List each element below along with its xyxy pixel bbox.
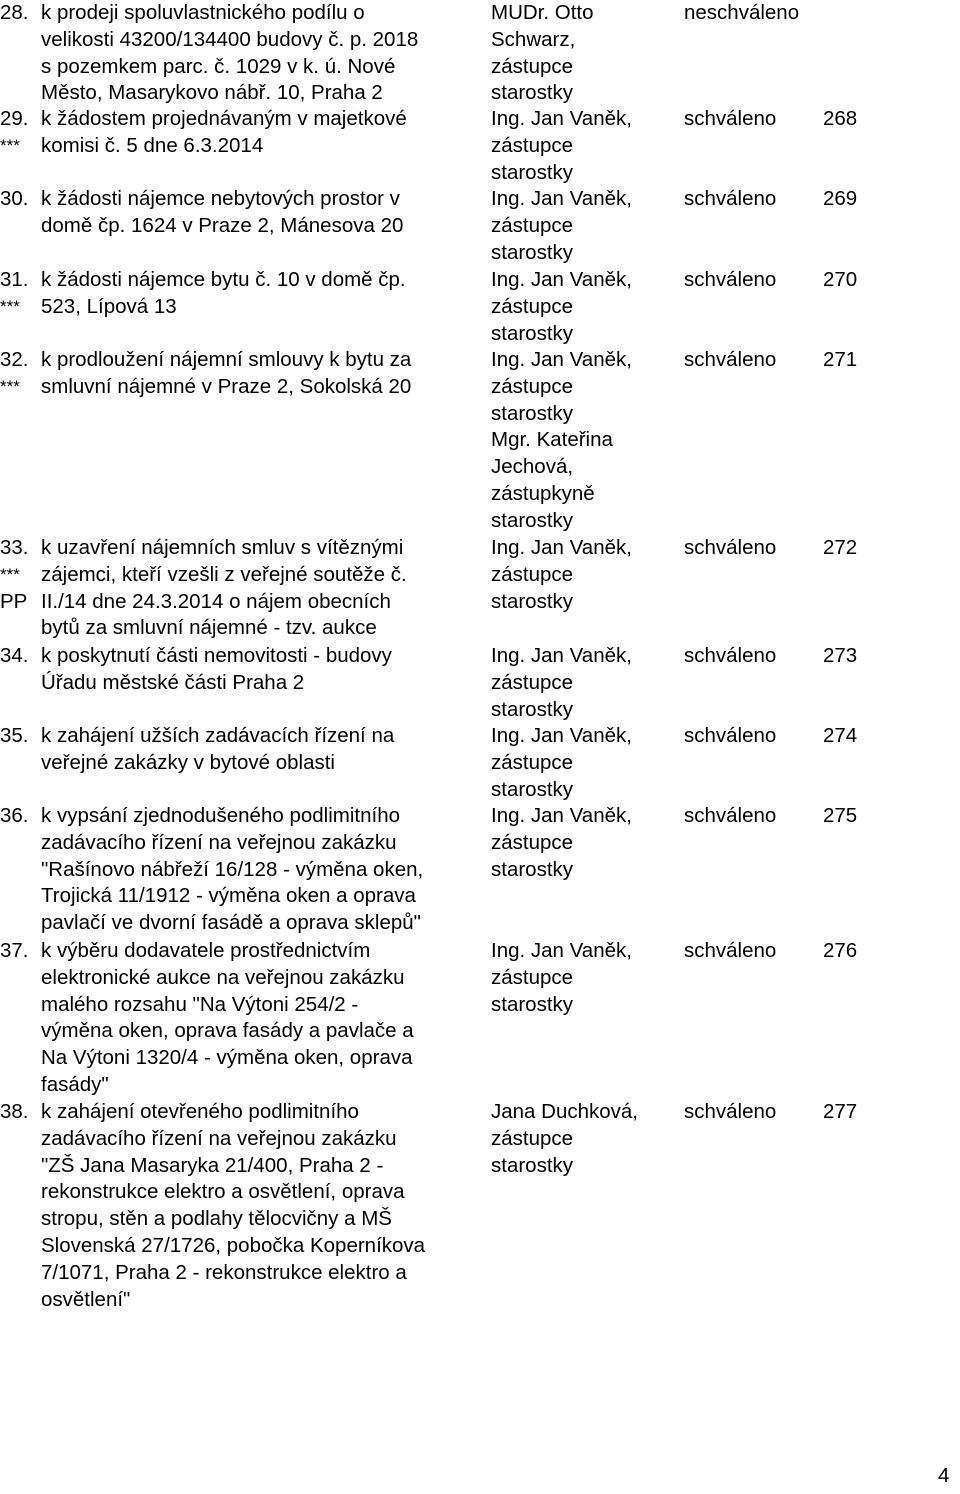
subject-line: fasády" <box>41 1072 109 1096</box>
item-number: 35. <box>0 724 29 747</box>
presenter-line: Jechová, <box>491 455 574 479</box>
item-presenter <box>491 803 676 883</box>
subject-line: veřejné zakázky v bytové oblasti <box>41 750 335 774</box>
item-status: schváleno <box>684 536 777 559</box>
subject-line: 523, Lípová 13 <box>41 294 177 318</box>
presenter-line: zástupce <box>491 374 574 398</box>
subject-line: smluvní nájemné v Praze 2, Sokolská 20 <box>41 374 412 398</box>
item-status: schváleno <box>684 1100 777 1123</box>
presenter-line: Ing. Jan Vaněk, <box>491 536 632 559</box>
item-number-cell <box>0 723 40 750</box>
subject-line: domě čp. 1624 v Praze 2, Mánesova 20 <box>41 213 404 237</box>
presenter-line: Ing. Jan Vaněk, <box>491 107 632 130</box>
item-number-cell <box>0 643 40 670</box>
subject-line: k zahájení otevřeného podlimitního <box>41 1100 359 1123</box>
item-subject <box>41 0 486 107</box>
subject-line: k žádosti nájemce bytu č. 10 v domě čp. <box>41 268 406 291</box>
presenter-line: Schwarz, <box>491 27 576 51</box>
subject-line: elektronické aukce na veřejnou zakázku <box>41 965 405 989</box>
item-number-cell <box>0 267 40 321</box>
presenter-line: starostky <box>491 697 574 721</box>
item-status: schváleno <box>684 724 777 747</box>
item-subject <box>41 643 486 697</box>
presenter-line: Ing. Jan Vaněk, <box>491 644 632 667</box>
item-number-cell <box>0 803 40 830</box>
item-subject <box>41 535 486 642</box>
subject-line: výměna oken, oprava fasády a pavlače a <box>41 1019 414 1043</box>
presenter-line: zástupce <box>491 750 574 774</box>
presenter-line: zástupce <box>491 54 574 78</box>
resolution-number: 276 <box>823 939 858 962</box>
presenter-line: starostky <box>491 777 574 801</box>
item-subject <box>41 106 486 160</box>
item-number-cell <box>0 0 40 27</box>
item-number: 32. <box>0 348 29 371</box>
item-status: schváleno <box>684 348 777 371</box>
presenter-line: zástupkyně <box>491 481 595 505</box>
subject-line: zadávacího řízení na veřejnou zakázku <box>41 830 397 854</box>
item-number: 36. <box>0 804 29 827</box>
presenter-line: zástupce <box>491 830 574 854</box>
page-number: 4 <box>938 1464 950 1487</box>
presenter-line: starostky <box>491 857 574 881</box>
presenter-line: zástupce <box>491 965 574 989</box>
item-number: 37. <box>0 939 29 962</box>
item-number: 29. <box>0 107 29 130</box>
presenter-line: starostky <box>491 160 574 184</box>
item-number: 30. <box>0 187 29 210</box>
item-subject <box>41 938 486 1099</box>
subject-line: k zahájení užších zadávacích řízení na <box>41 724 395 747</box>
item-status: neschváleno <box>684 1 800 24</box>
subject-line: malého rozsahu "Na Výtoni 254/2 - <box>41 992 359 1016</box>
presenter-line: zástupce <box>491 133 574 157</box>
presenter-line: Ing. Jan Vaněk, <box>491 348 632 371</box>
item-number-cell <box>0 106 40 160</box>
item-mark: *** <box>0 135 20 155</box>
resolution-number: 277 <box>823 1100 858 1123</box>
item-subject <box>41 1099 486 1313</box>
presenter-line: starostky <box>491 992 574 1016</box>
presenter-line: starostky <box>491 508 574 532</box>
item-number-cell <box>0 347 40 401</box>
presenter-line: Ing. Jan Vaněk, <box>491 187 632 210</box>
item-status: schváleno <box>684 107 777 130</box>
resolution-number: 271 <box>823 348 858 371</box>
subject-line: II./14 dne 24.3.2014 o nájem obecních <box>41 589 391 613</box>
item-presenter <box>491 267 676 347</box>
item-number: 33. <box>0 536 29 559</box>
subject-line: "Rašínovo nábřeží 16/128 - výměna oken, <box>41 857 424 881</box>
item-subject <box>41 347 486 401</box>
presenter-line: zástupce <box>491 213 574 237</box>
presenter-line: Ing. Jan Vaněk, <box>491 804 632 827</box>
subject-line: "ZŠ Jana Masaryka 21/400, Praha 2 - <box>41 1153 384 1177</box>
item-subject <box>41 803 486 937</box>
subject-line: k poskytnutí části nemovitosti - budovy <box>41 644 392 667</box>
presenter-line: zástupce <box>491 562 574 586</box>
item-status: schváleno <box>684 268 777 291</box>
item-number-cell <box>0 1099 40 1126</box>
presenter-line: starostky <box>491 401 574 425</box>
item-mark: *** <box>0 564 20 584</box>
subject-line: velikosti 43200/134400 budovy č. p. 2018 <box>41 27 419 51</box>
subject-line: Slovenská 27/1726, pobočka Koperníkova <box>41 1233 426 1257</box>
item-number-cell <box>0 535 40 615</box>
subject-line: stropu, stěn a podlahy tělocvičny a MŠ <box>41 1207 392 1231</box>
subject-line: k vypsání zjednodušeného podlimitního <box>41 804 400 827</box>
presenter-line: starostky <box>491 240 574 264</box>
resolution-number: 268 <box>823 107 858 130</box>
subject-line: s pozemkem parc. č. 1029 v k. ú. Nové <box>41 54 396 78</box>
presenter-line: Ing. Jan Vaněk, <box>491 939 632 962</box>
presenter-line: Mgr. Kateřina <box>491 428 613 452</box>
presenter-line: Ing. Jan Vaněk, <box>491 724 632 747</box>
subject-line: Na Výtoni 1320/4 - výměna oken, oprava <box>41 1046 413 1070</box>
item-mark: PP <box>0 589 28 613</box>
item-mark: *** <box>0 376 20 396</box>
item-presenter <box>491 0 676 107</box>
item-subject <box>41 186 486 240</box>
subject-line: komisi č. 5 dne 6.3.2014 <box>41 133 264 157</box>
presenter-line: zástupce <box>491 670 574 694</box>
subject-line: Úřadu městské části Praha 2 <box>41 670 305 694</box>
item-presenter <box>491 643 676 723</box>
presenter-line: Ing. Jan Vaněk, <box>491 268 632 291</box>
presenter-line: zástupce <box>491 294 574 318</box>
presenter-line: MUDr. Otto <box>491 1 594 24</box>
subject-line: k prodloužení nájemní smlouvy k bytu za <box>41 348 412 371</box>
item-status: schváleno <box>684 644 777 667</box>
subject-line: zájemci, kteří vzešli z veřejné soutěže č. <box>41 562 407 586</box>
resolution-number: 274 <box>823 724 858 747</box>
presenter-line: Jana Duchková, <box>491 1100 639 1123</box>
subject-line: k uzavření nájemních smluv s vítěznými <box>41 536 404 559</box>
resolution-number: 273 <box>823 644 858 667</box>
resolution-number: 269 <box>823 187 858 210</box>
item-number: 28. <box>0 1 29 24</box>
item-number-cell <box>0 938 40 965</box>
subject-line: k výběru dodavatele prostřednictvím <box>41 939 371 962</box>
subject-line: osvětlení" <box>41 1287 131 1311</box>
presenter-line: starostky <box>491 321 574 345</box>
subject-line: bytů za smluvní nájemné - tzv. aukce <box>41 616 377 640</box>
item-presenter <box>491 186 676 266</box>
item-status: schváleno <box>684 187 777 210</box>
item-number: 34. <box>0 644 29 667</box>
subject-line: zadávacího řízení na veřejnou zakázku <box>41 1126 397 1150</box>
subject-line: Město, Masarykovo nábř. 10, Praha 2 <box>41 81 383 105</box>
item-status: schváleno <box>684 939 777 962</box>
item-presenter <box>491 347 676 535</box>
resolution-number: 272 <box>823 536 858 559</box>
item-presenter <box>491 535 676 615</box>
resolution-number: 275 <box>823 804 858 827</box>
item-subject <box>41 267 486 321</box>
item-presenter <box>491 1099 676 1179</box>
subject-line: rekonstrukce elektro a osvětlení, oprava <box>41 1180 405 1204</box>
subject-line: 7/1071, Praha 2 - rekonstrukce elektro a <box>41 1260 407 1284</box>
item-number: 38. <box>0 1100 29 1123</box>
item-number: 31. <box>0 268 29 291</box>
subject-line: Trojická 11/1912 - výměna oken a oprava <box>41 884 416 908</box>
item-presenter <box>491 723 676 803</box>
resolution-number: 270 <box>823 268 858 291</box>
presenter-line: starostky <box>491 589 574 613</box>
subject-line: k žádostem projednávaným v majetkové <box>41 107 407 130</box>
item-status: schváleno <box>684 804 777 827</box>
presenter-line: starostky <box>491 81 574 105</box>
item-mark: *** <box>0 296 20 316</box>
item-presenter <box>491 106 676 186</box>
subject-line: pavlačí ve dvorní fasádě a oprava sklepů" <box>41 911 421 935</box>
subject-line: k prodeji spoluvlastnického podílu o <box>41 1 365 24</box>
item-number-cell <box>0 186 40 213</box>
item-subject <box>41 723 486 777</box>
subject-line: k žádosti nájemce nebytových prostor v <box>41 187 400 210</box>
presenter-line: zástupce <box>491 1126 574 1150</box>
presenter-line: starostky <box>491 1153 574 1177</box>
item-presenter <box>491 938 676 1018</box>
